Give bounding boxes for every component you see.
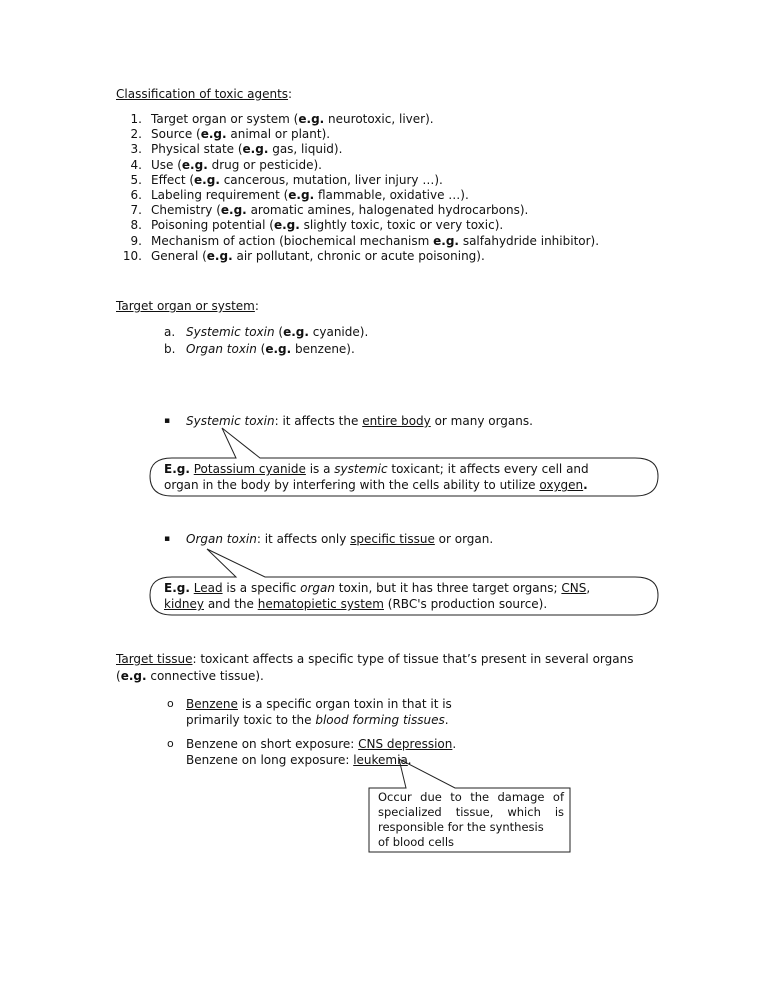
item-text: toxicant; it affects every cell and bbox=[387, 462, 589, 476]
item-line bbox=[186, 736, 456, 752]
list-item bbox=[164, 324, 368, 341]
eg-bold: e.g. bbox=[206, 248, 233, 263]
target-tissue-paragraph bbox=[116, 651, 633, 685]
period: . bbox=[583, 478, 588, 492]
item-text: Physical state ( bbox=[151, 142, 243, 157]
list-item bbox=[116, 218, 599, 233]
item-text: air pollutant, chronic or acute poisoning). bbox=[232, 248, 485, 263]
underlined-text: CNS bbox=[561, 581, 587, 595]
eg-bold: e.g. bbox=[298, 112, 325, 126]
item-line bbox=[186, 752, 456, 768]
callout-1-text bbox=[164, 461, 589, 493]
classification-list bbox=[116, 112, 599, 264]
term-italic: organ bbox=[300, 581, 335, 595]
list-item bbox=[116, 249, 599, 264]
underlined-text: hematopietic system bbox=[257, 597, 384, 611]
item-line bbox=[186, 712, 452, 728]
item-text: : it affects only bbox=[256, 532, 351, 546]
term-italic: Systemic toxin bbox=[186, 325, 275, 339]
eg-bold: e.g. bbox=[120, 669, 147, 683]
callout-line bbox=[164, 477, 589, 493]
heading-colon: : bbox=[254, 299, 259, 313]
target-organ-heading bbox=[116, 299, 259, 313]
list-item bbox=[116, 127, 599, 142]
item-text: . bbox=[452, 737, 457, 751]
item-text: ( bbox=[274, 325, 284, 339]
underlined-text: Lead bbox=[193, 581, 223, 595]
list-number: 10. bbox=[122, 248, 142, 263]
list-number: 2. bbox=[130, 127, 142, 142]
item-text: (RBC's production source). bbox=[383, 597, 548, 611]
item-text: : toxicant affects a specific type of tissue that’s present in several organs bbox=[192, 652, 634, 666]
item-text: Target organ or system ( bbox=[151, 112, 299, 126]
underlined-text: Potassium cyanide bbox=[193, 462, 306, 476]
callout-line: Occur due to the damage of bbox=[378, 790, 564, 804]
callout-line: specialized tissue, which is bbox=[378, 805, 564, 819]
list-number: 5. bbox=[130, 172, 142, 187]
list-item bbox=[116, 142, 599, 157]
item-text: organ in the body by interfering with the cells ability to utilize bbox=[164, 478, 540, 492]
item-text: primarily toxic to the bbox=[186, 713, 316, 727]
item-text: . bbox=[407, 753, 412, 767]
item-text: Source ( bbox=[151, 127, 201, 142]
list-item bbox=[116, 203, 599, 218]
systemic-toxin-line bbox=[186, 414, 533, 428]
item-text: . bbox=[444, 713, 449, 727]
eg-bold: e.g. bbox=[265, 342, 292, 356]
callout-line: of blood cells bbox=[378, 835, 455, 849]
item-text: or organ. bbox=[434, 532, 494, 546]
list-letter: b. bbox=[164, 342, 176, 356]
paragraph-line bbox=[116, 651, 633, 668]
list-item bbox=[116, 173, 599, 188]
item-text: and the bbox=[204, 597, 258, 611]
target-organ-list bbox=[164, 324, 368, 358]
term-italic: Organ toxin bbox=[186, 342, 257, 356]
item-text: Mechanism of action (biochemical mechanism bbox=[151, 233, 434, 248]
paragraph-line bbox=[116, 668, 633, 685]
list-number: 7. bbox=[130, 203, 142, 218]
list-number: 1. bbox=[130, 112, 142, 126]
item-text: or many organs. bbox=[430, 414, 533, 428]
heading-colon: : bbox=[288, 87, 293, 101]
callout-line: responsible for the synthesis bbox=[378, 820, 544, 834]
item-text: ( bbox=[116, 669, 121, 683]
list-number: 6. bbox=[130, 187, 142, 202]
list-letter: a. bbox=[164, 325, 176, 339]
eg-bold: e.g. bbox=[283, 325, 309, 339]
callout-3-text bbox=[378, 790, 564, 850]
eg-bold: e.g. bbox=[194, 172, 220, 187]
list-item bbox=[116, 234, 599, 249]
item-text: salfahydride inhibitor). bbox=[459, 233, 600, 248]
list-number: 3. bbox=[130, 142, 142, 157]
list-item bbox=[116, 158, 599, 173]
list-number: 4. bbox=[130, 157, 142, 172]
item-text: aromatic amines, halogenated hydrocarbons). bbox=[246, 203, 529, 218]
underlined-text: Benzene bbox=[186, 697, 238, 711]
circle-bullet-icon: o bbox=[167, 737, 174, 750]
organ-toxin-line bbox=[186, 532, 493, 546]
item-text: flammable, oxidative …). bbox=[314, 187, 469, 202]
item-text: animal or plant). bbox=[226, 127, 331, 142]
list-number: 9. bbox=[130, 233, 142, 248]
item-text: Poisoning potential ( bbox=[151, 218, 274, 233]
item-text: : it affects the bbox=[274, 414, 363, 428]
eg-bold: e.g. bbox=[433, 233, 459, 248]
benzene-item bbox=[186, 696, 452, 728]
eg-bold: e.g. bbox=[200, 127, 227, 142]
eg-bold: e.g. bbox=[220, 203, 247, 218]
callout-line bbox=[164, 596, 590, 612]
item-text: Benzene on long exposure: bbox=[186, 753, 354, 767]
callout-line bbox=[164, 580, 590, 596]
classification-heading bbox=[116, 87, 292, 101]
target-tissue-heading-text: Target tissue bbox=[116, 652, 193, 666]
item-text: cyanide). bbox=[308, 325, 369, 339]
callout-2-text bbox=[164, 580, 590, 612]
square-bullet-icon: ▪ bbox=[164, 416, 171, 426]
item-text: connective tissue). bbox=[146, 669, 264, 683]
underlined-text: specific tissue bbox=[350, 532, 435, 546]
circle-bullet-icon: o bbox=[167, 697, 174, 710]
eg-bold: e.g. bbox=[242, 142, 269, 157]
item-text: Benzene on short exposure: bbox=[186, 737, 359, 751]
item-text: is a bbox=[305, 462, 335, 476]
item-text: ( bbox=[256, 342, 266, 356]
item-text: Labeling requirement ( bbox=[151, 187, 289, 202]
item-text: Use ( bbox=[151, 157, 182, 172]
underlined-text: leukemia bbox=[353, 753, 408, 767]
item-text: benzene). bbox=[291, 342, 355, 356]
item-line bbox=[186, 696, 452, 712]
list-item bbox=[116, 188, 599, 203]
term-italic: systemic bbox=[334, 462, 388, 476]
item-text: , bbox=[586, 581, 591, 595]
list-item bbox=[164, 341, 368, 358]
underlined-text: entire body bbox=[362, 414, 431, 428]
item-text: Effect ( bbox=[151, 172, 195, 187]
square-bullet-icon: ▪ bbox=[164, 534, 171, 544]
item-text: cancerous, mutation, liver injury …). bbox=[219, 172, 443, 187]
eg-bold: e.g. bbox=[181, 157, 208, 172]
underlined-text: kidney bbox=[164, 597, 204, 611]
callout-line bbox=[164, 461, 589, 477]
term-italic: Systemic toxin bbox=[186, 414, 275, 428]
item-text: is a specific organ toxin in that it is bbox=[237, 697, 452, 711]
item-text: General ( bbox=[151, 248, 207, 263]
item-text: gas, liquid). bbox=[268, 142, 343, 157]
eg-bold: E.g. bbox=[164, 462, 190, 476]
item-text: neurotoxic, liver). bbox=[324, 112, 434, 126]
item-text: slightly toxic, toxic or very toxic). bbox=[299, 218, 504, 233]
list-number: 8. bbox=[130, 218, 142, 233]
benzene-exposure-item bbox=[186, 736, 456, 768]
item-text: is a specific bbox=[222, 581, 301, 595]
eg-bold: E.g. bbox=[164, 581, 190, 595]
term-italic: blood forming tissues bbox=[315, 713, 445, 727]
item-text: toxin, but it has three target organs; bbox=[334, 581, 562, 595]
underlined-text: CNS depression bbox=[358, 737, 453, 751]
item-text: drug or pesticide). bbox=[207, 157, 322, 172]
target-organ-heading-text: Target organ or system bbox=[116, 299, 255, 313]
underlined-text: oxygen bbox=[539, 478, 584, 492]
term-italic: Organ toxin bbox=[186, 532, 257, 546]
list-item bbox=[116, 112, 599, 127]
eg-bold: e.g. bbox=[273, 218, 300, 233]
classification-heading-text: Classification of toxic agents bbox=[116, 87, 289, 101]
eg-bold: e.g. bbox=[288, 187, 315, 202]
item-text: Chemistry ( bbox=[151, 203, 221, 218]
